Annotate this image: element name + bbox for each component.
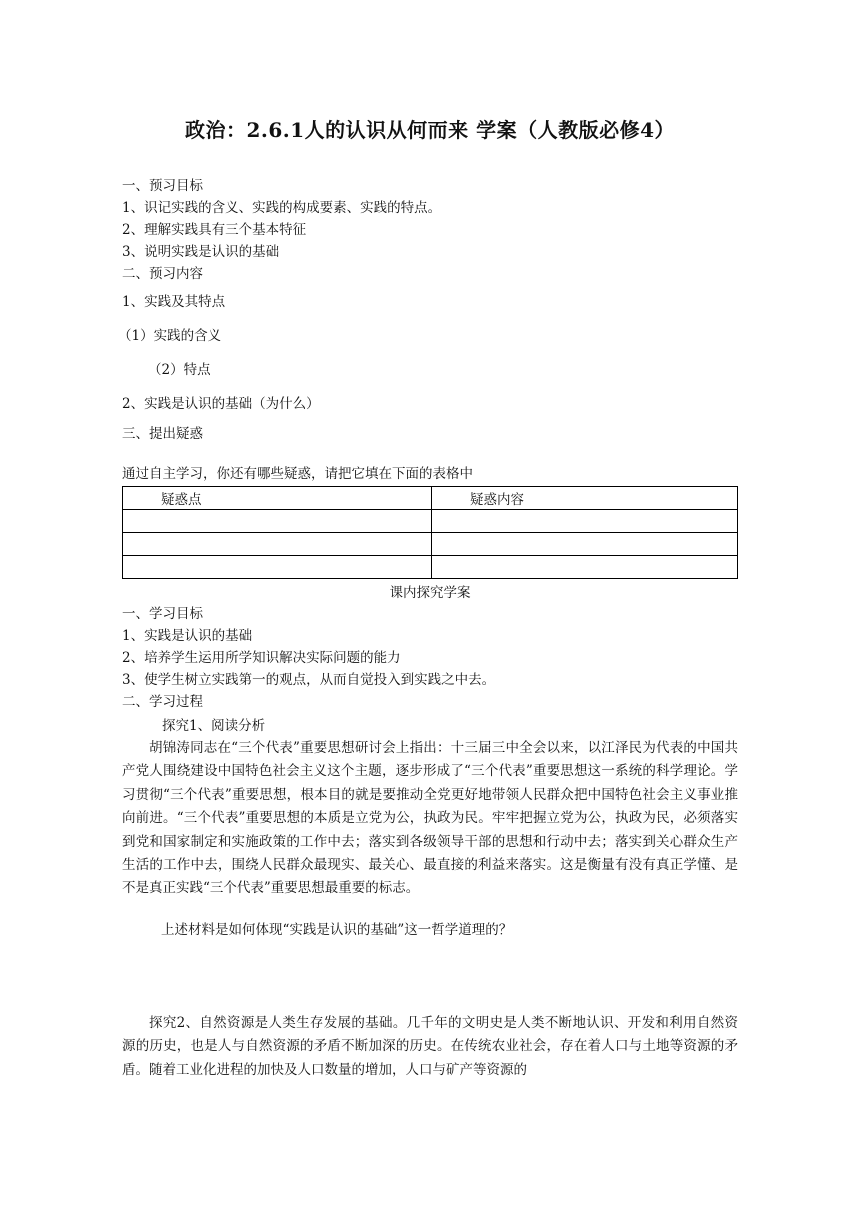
inclass-process-heading: 二、学习过程 [122,694,203,710]
preview-doubts-intro: 通过自主学习，你还有哪些疑惑，请把它填在下面的表格中 [122,466,473,482]
table-cell-empty[interactable] [432,510,738,533]
table-cell-empty[interactable] [432,556,738,579]
preview-content-sub-2: （2）特点 [148,362,211,378]
doubts-table [122,486,738,579]
inclass-section-heading: 课内探究学案 [389,585,471,601]
table-row [123,533,738,556]
table-cell-empty[interactable] [123,533,432,556]
inclass-goal-3: 3、使学生树立实践第一的观点，从而自觉投入到实践之中去。 [122,672,496,688]
preview-content-sub-1: （1）实践的含义 [118,328,222,344]
preview-doubts-heading: 三、提出疑惑 [122,426,203,442]
inclass-goal-2: 2、培养学生运用所学知识解决实际问题的能力 [122,650,401,666]
preview-goal-3: 3、说明实践是认识的基础 [122,244,280,260]
table-cell-empty[interactable] [432,533,738,556]
explore-1-question: 上述材料是如何体现“实践是认识的基础”这一哲学道理的？ [161,922,513,938]
table-cell-empty[interactable] [123,510,432,533]
preview-content-item-1: 1、实践及其特点 [122,294,226,310]
table-row [123,556,738,579]
inclass-goals-heading: 一、学习目标 [122,606,203,622]
table-header-doubt-content: 疑惑内容 [432,487,738,510]
preview-goal-1: 1、识记实践的含义、实践的构成要素、实践的特点。 [122,200,442,216]
preview-goals-heading: 一、预习目标 [122,178,203,194]
explore-2-text: 探究2、自然资源是人类生存发展的基础。几千年的文明史是人类不断地认识、开发和利用自然资源的历史，也是人与自然资源的矛盾不断加深的历史。在传统农业社会，存在着人口与土地等资源的矛盾。随着工业化进程的加快及人口数量的增加，人口与矿产等资源的 [122,1015,738,1078]
inclass-goal-1: 1、实践是认识的基础 [122,628,253,644]
document-title: 政治：2.6.1人的认识从何而来 学案（人教版必修4） [184,118,676,142]
table-header-row [123,487,738,510]
preview-goal-2: 2、理解实践具有三个基本特征 [122,222,307,238]
table-row [123,510,738,533]
preview-content-item-2: 2、实践是认识的基础（为什么） [122,396,320,412]
table-header-doubt-point: 疑惑点 [123,487,432,510]
table-cell-empty[interactable] [123,556,432,579]
explore-1-title: 探究1、阅读分析 [162,718,266,734]
preview-content-heading: 二、预习内容 [122,266,203,282]
explore-1-text: 胡锦涛同志在“三个代表”重要思想研讨会上指出：十三届三中全会以来，以江泽民为代表的中国共产党人围绕建设中国特色社会主义这个主题，逐步形成了“三个代表”重要思想这一系统的科学理论。学习贯彻“三个代表”重要思想，根本目的就是要推动全党更好地带领人民群众把中国特色社会主义事业推向前进。“三个代表”重要思想的本质是立党为公，执政为民。牢牢把握立党为公，执政为民，必须落实到党和国家制定和实施政策的工作中去；落实到各级领导干部的思想和行动中去；落实到关心群众生产生活的工作中去，围绕人民群众最现实、最关心、最直接的利益来落实。这是衡量有没有真正学懂、是不是真正实践“三个代表”重要思想最重要的标志。 [122,740,738,897]
